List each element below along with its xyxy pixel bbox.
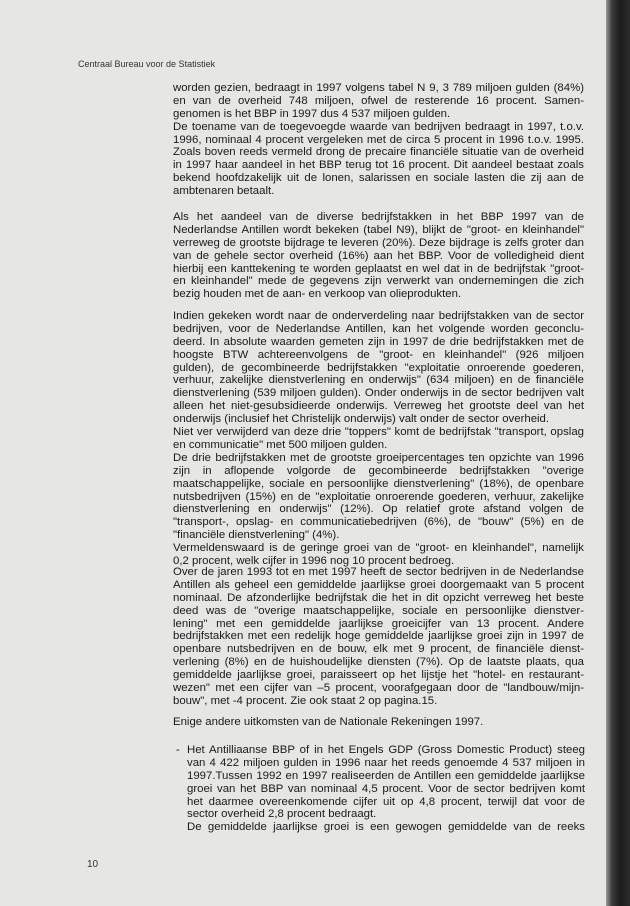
text-line: hierbij een kanttekening te worden geplaatst en wel dat in de bedrijfstak "groot-	[173, 262, 584, 275]
text-line: onderwijs (inclusief het Christelijk onderwijs) valt onder de sector overheid.	[173, 413, 550, 426]
text-line: het daarmee overeenkomende cijfer uit op 4,8 procent, terwijl dat voor de	[187, 795, 585, 808]
bullet-item-gdp	[174, 744, 585, 834]
paragraph-average-growth	[173, 566, 584, 708]
scan-page-edge	[606, 0, 630, 906]
text-line: 1996, nominaal 4 procent vergeleken met de circa 5 procent in 1996 t.o.v. 1995.	[173, 133, 584, 146]
paragraph-value-added	[173, 82, 584, 198]
text-line: gulden), de gecombineerde bedrijfstakken "exploitatie onroerende goederen,	[173, 361, 584, 374]
text-line: bedrijven, voor de Nederlandse Antillen, kan het volgende worden geconclu-	[173, 322, 584, 335]
text-line: in 1997 haar aandeel in het BBP terug tot 16 procent. Dit aandeel bestaat zoals	[173, 159, 584, 172]
text-line: wezen" met een cijfer van –5 procent, voorafgegaan door de "landbouw/mijn-	[173, 682, 584, 695]
page-number: 10	[87, 859, 99, 870]
text-line: en kleinhandel" mede de gegevens zijn verwerkt van ondernemingen die zich	[173, 275, 584, 288]
text-line: van de gehele sector overheid (16%) aan het BBP. Voor de volledigheid dient	[173, 249, 584, 262]
text-line: nutsbedrijven (15%) en de "exploitatie onroerende goederen, verhuur, zakelijke	[173, 490, 584, 503]
text-line: en communicatie" met 500 miljoen gulden.	[173, 438, 388, 451]
text-line: dienstverlening en onderwijs" (12%). Op relatief grote afstand volgen de	[173, 503, 584, 516]
text-line: Enige andere uitkomsten van de Nationale Rekeningen 1997.	[173, 716, 484, 728]
text-line: De gemiddelde jaarlijkse groei is een gewogen gemiddelde van de reeks	[187, 821, 585, 834]
text-line: alleen het niet-gesubsidieerde onderwijs. Verreweg het grootste deel van het	[173, 400, 584, 413]
text-line: bekend hoofdzakelijk uit de lonen, salarissen en sociale lasten die zij aan de	[173, 172, 584, 185]
text-line: dienstverlening (539 miljoen gulden). Onder onderwijs in de sector bedrijven valt	[173, 387, 584, 400]
text-line: lening" met een gemiddelde jaarlijkse groeicijfer van 13 procent. Andere	[173, 617, 584, 630]
text-line: gemiddelde jaarlijkse groei, paraisseert op het lijstje het "hotel- en restaurant-	[173, 669, 584, 682]
text-line: nominaal. De afzonderlijke bedrijfstak die het in dit opzicht verreweg het beste	[173, 591, 584, 604]
text-line: De toename van de toegevoegde waarde van bedrijven bedraagt in 1997, t.o.v.	[173, 120, 584, 133]
text-line: "financiële dienstverlening" (4%).	[173, 529, 340, 542]
text-line: verreweg de grootste bijdrage te leveren (20%). Deze bijdrage is zelfs groter dan	[173, 236, 584, 249]
text-line: groei van het BBP van nominaal 4,5 procent. Voor de sector bedrijven komt	[187, 782, 585, 795]
text-line: ambtenaren betaalt.	[173, 185, 275, 198]
text-line: en van de overheid 748 miljoen, ofwel de resterende 16 procent. Samen-	[173, 94, 584, 107]
text-line: deed was de "overige maatschappelijke, sociale en persoonlijke dienstver-	[173, 604, 584, 617]
paragraph-other-results	[173, 716, 584, 729]
text-line: Als het aandeel van de diverse bedrijfstakken in het BBP 1997 van de	[173, 211, 584, 223]
text-line: bouw", met -4 procent. Zie ook staat 2 op pagina.15.	[173, 694, 438, 707]
text-line: maatschappelijke, sociale en persoonlijke dienstverlening" (18%), de openbare	[173, 477, 584, 490]
bullet-marker: -	[176, 744, 180, 756]
text-line: openbare nutsbedrijven en de bouw, elk met 9 procent, de financiële dienst-	[173, 643, 584, 656]
text-line: Over de jaren 1993 tot en met 1997 heeft de sector bedrijven in de Nederlandse	[173, 566, 584, 578]
text-line: Het Antilliaanse BBP of in het Engels GDP (Gross Domestic Product) steeg	[187, 744, 585, 756]
text-line: Zoals boven reeds vermeld drong de precaire financiële situatie van de overheid	[173, 146, 584, 159]
text-line: worden gezien, bedraagt in 1997 volgens tabel N 9, 3 789 miljoen gulden (84%)	[173, 82, 584, 94]
text-line: De drie bedrijfstakken met de grootste groeipercentages ten opzichte van 1996	[173, 451, 584, 464]
text-line: Nederlandse Antillen wordt bekeken (tabel N9), blijkt de "groot- en kleinhandel"	[173, 223, 584, 236]
text-line: deerd. In absolute waarden gemeten zijn in 1997 de drie bedrijfstakken met de	[173, 335, 584, 348]
text-line: sector overheid 2,8 procent bedraagt.	[187, 808, 377, 821]
text-line: "transport-, opslag- en communicatiebedrijven (6%), de "bouw" (5%) en de	[173, 516, 584, 529]
text-line: hoogste BTW achtereenvolgens de "groot- en kleinhandel" (926 miljoen	[173, 348, 584, 361]
paragraph-sector-breakdown	[173, 310, 584, 568]
text-line: Antillen als geheel een gemiddelde jaarlijkse groei doorgemaakt van 5 procent	[173, 578, 584, 591]
text-line: verlening (8%) en de huishoudelijke diensten (7%). Op de laatste plaats, qua	[173, 656, 584, 669]
text-line: bedrijfstakken met een redelijk hoge gemiddelde jaarlijkse groei zijn in 1997 de	[173, 630, 584, 643]
paragraph-sector-shares	[173, 211, 584, 301]
running-header: Centraal Bureau voor de Statistiek	[78, 59, 216, 69]
text-line: Niet ver verwijderd van deze drie "toppers" komt de bedrijfstak "transport, opslag	[173, 426, 584, 439]
text-line: van 4 422 miljoen gulden in 1996 naar het reeds genoemde 4 537 miljoen in	[187, 756, 585, 769]
text-line: genomen is het BBP in 1997 dus 4 537 miljoen gulden.	[173, 107, 451, 120]
text-line: bezig houden met de aan- en verkoop van olieprodukten.	[173, 288, 462, 301]
text-line: 1997.Tussen 1992 en 1997 realiseerden de Antillen een gemiddelde jaarlijkse	[187, 769, 585, 782]
text-line: 0,2 procent, welk cijfer in 1996 nog 10 procent bedroeg.	[173, 554, 455, 567]
text-line: zijn in aflopende volgorde de gecombineerde bedrijfstakken "overige	[173, 464, 584, 477]
text-line: verhuur, zakelijke dienstverlening en onderwijs" (634 miljoen) en de financiële	[173, 374, 584, 387]
text-line: Vermeldenswaard is de geringe groei van de "groot- en kleinhandel", namelijk	[173, 542, 584, 555]
text-line: Indien gekeken wordt naar de onderverdeling naar bedrijfstakken van de sector	[173, 310, 584, 322]
